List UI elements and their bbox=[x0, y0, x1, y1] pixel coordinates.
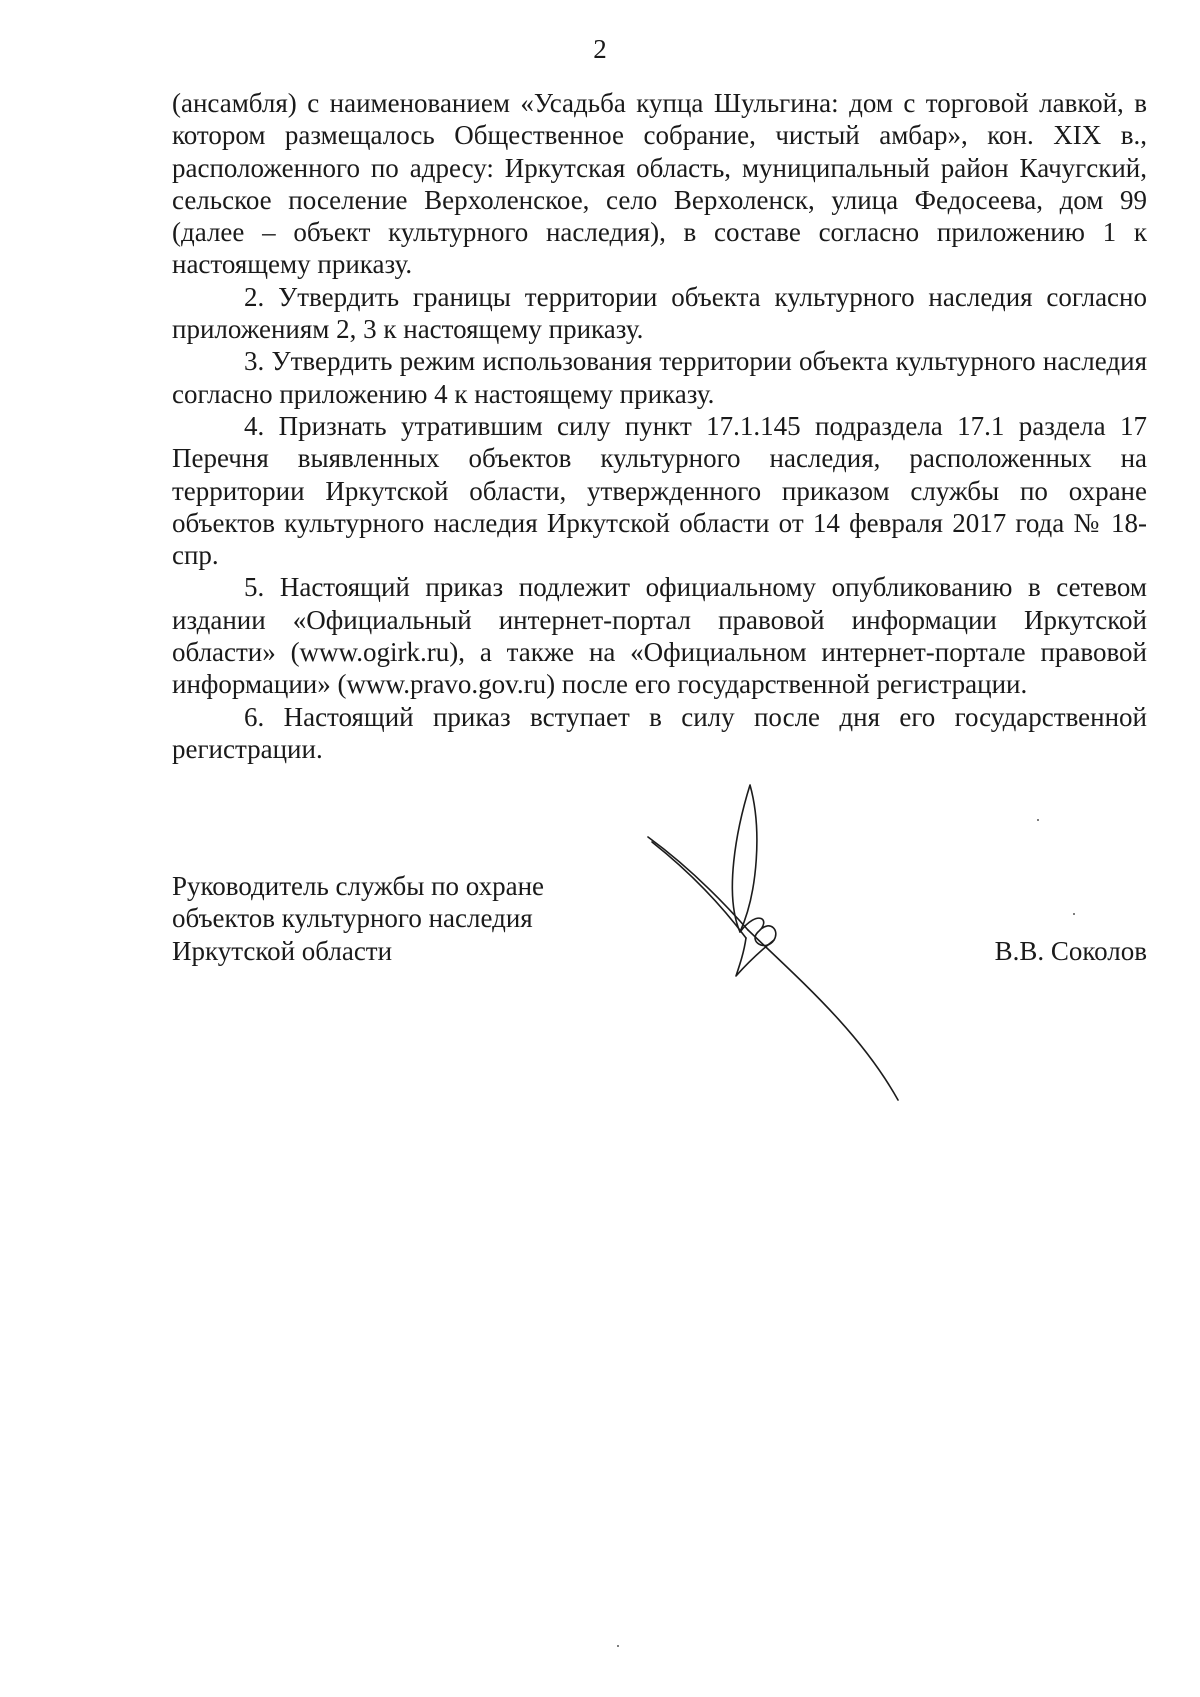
paragraph-4: 4. Признать утратившим силу пункт 17.1.145 подраздела 17.1 раздела 17 Перечня выявленных объектов культурного наследия, расположенных на территории Иркутской области, утвержденного приказом службы по охране объектов культурного наследия Иркутской области от 14 февраля 2017 года № 18-спр. bbox=[172, 410, 1147, 571]
paragraph-6: 6. Настоящий приказ вступает в силу после дня его государственной регистрации. bbox=[172, 701, 1147, 764]
signatory-name: В.В. Соколов bbox=[994, 936, 1147, 966]
paragraph-1-continuation: (ансамбля) с наименованием «Усадьба купца Шульгина: дом с торговой лавкой, в котором размещалось Общественное собрание, чистый амбар», кон. XIX в., расположенного по адресу: Иркутская область, муниципальный район Качугский, сельское поселение Верхоленское, село Верхоленск, улица Федосеева, дом 99 (далее – объект культурного наследия), в составе согласно приложению 1 к настоящему приказу. bbox=[172, 88, 1147, 280]
signatory-position-line: объектов культурного наследия bbox=[172, 903, 533, 934]
order-body bbox=[172, 87, 1147, 765]
scan-speck bbox=[617, 1645, 619, 1647]
handwritten-signature bbox=[640, 780, 980, 1110]
scan-speck bbox=[1073, 913, 1075, 915]
signatory-position bbox=[172, 870, 544, 967]
paragraph-3: 3. Утвердить режим использования территории объекта культурного наследия согласно приложению 4 к настоящему приказу. bbox=[172, 346, 1147, 409]
paragraph-2: 2. Утвердить границы территории объекта культурного наследия согласно приложениям 2, 3 к настоящему приказу. bbox=[172, 281, 1147, 345]
scan-speck bbox=[1037, 819, 1039, 821]
signatory-position-line: Иркутской области bbox=[172, 935, 393, 966]
signatory-position-line: Руководитель службы по охране bbox=[172, 871, 545, 901]
page-number: 2 bbox=[593, 34, 607, 64]
paragraph-5: 5. Настоящий приказ подлежит официальному опубликованию в сетевом издании «Официальный интернет-портал правовой информации Иркутской области» (www.ogirk.ru), а также на «Официальном интернет-портале правовой информации» (www.pravo.gov.ru) после его государственной регистрации. bbox=[172, 572, 1147, 700]
